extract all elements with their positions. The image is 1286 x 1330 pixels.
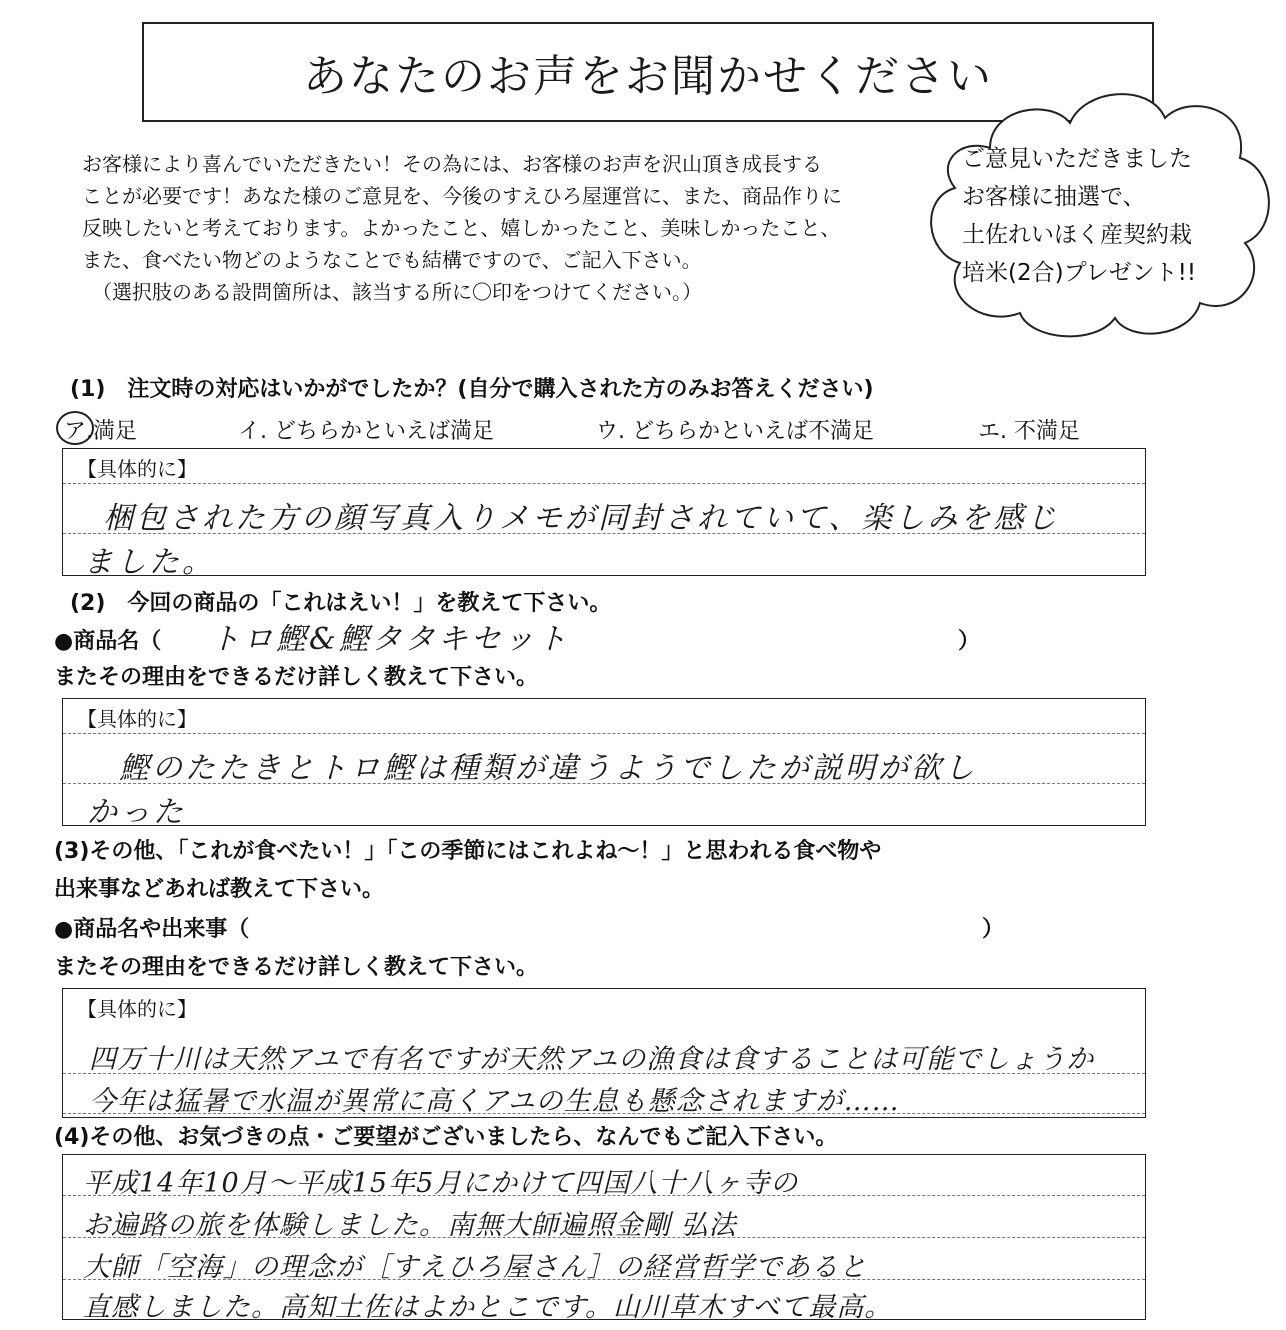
handwritten-answer-line: 四万十川は天然アユで有名ですが天然アユの漁食は食することは可能でしょうか — [89, 1044, 1095, 1075]
box-label: 【具体的に】 — [77, 457, 197, 481]
question-3-cont: 出来事などあれば教えて下さい。 — [54, 877, 385, 902]
handwritten-answer-line: 今年は猛暑で水温が異常に高くアユの生息も懸念されますが…… — [89, 1086, 900, 1117]
cloud-line: お客様に抽選で、 — [962, 184, 1146, 210]
cloud-text — [962, 140, 1262, 292]
intro-line: お客様により喜んでいただきたい！その為には、お客様のお声を沢山頂き成長する — [82, 152, 822, 176]
question-4: (4)その他、お気づきの点・ご要望がございましたら、なんでもご記入下さい。 — [54, 1125, 838, 1150]
reason-label: またその理由をできるだけ詳しく教えて下さい。 — [54, 955, 539, 980]
cloud-line: ご意見いただきました — [962, 146, 1192, 172]
intro-line: （選択肢のある設問箇所は、該当する所に〇印をつけてください。） — [92, 280, 702, 304]
choice-e[interactable]: エ. 不満足 — [978, 419, 1080, 444]
answer-box-3 — [62, 988, 1146, 1118]
choice-a[interactable]: ア.満足 — [64, 419, 137, 444]
product-name-value: トロ鰹&鰹タタキセット — [210, 622, 570, 657]
cloud-line: 土佐れいほく産契約栽 — [962, 222, 1192, 248]
product-name-suffix: ） — [958, 629, 981, 654]
box-label: 【具体的に】 — [77, 707, 197, 731]
handwritten-answer-line: 大師「空海」の理念が［すえひろ屋さん］の経営哲学であると — [83, 1252, 867, 1283]
choice-i[interactable]: イ. どちらかといえば満足 — [238, 419, 494, 444]
page-title: あなたのお声をお聞かせください — [303, 51, 993, 102]
box-label: 【具体的に】 — [77, 997, 197, 1021]
product-name-prefix: ●商品名（ — [54, 629, 162, 654]
answer-box-4 — [62, 1154, 1146, 1323]
handwritten-answer-line: 平成14年10月～平成15年5月にかけて四国八十八ヶ寺の — [83, 1168, 799, 1199]
choice-u[interactable]: ウ. どちらかといえば不満足 — [596, 419, 874, 444]
event-name-suffix: ） — [982, 917, 1005, 942]
intro-text — [82, 148, 932, 308]
handwritten-answer-line: 鰹のたたきとトロ鰹は種類が違うようでしたが説明が欲し — [119, 751, 977, 786]
handwritten-answer-line: 直感しました。高知土佐はよかとこです。山川草木すべて最高。 — [83, 1292, 893, 1323]
intro-line: 反映したいと考えております。よかったこと、嬉しかったこと、美味しかったこと、 — [82, 216, 841, 240]
intro-line: ことが必要です！あなた様のご意見を、今後のすえひろ屋運営に、また、商品作りに — [82, 184, 842, 208]
intro-line: また、食べたい物どのようなことでも結構ですので、ご記入下さい。 — [82, 248, 702, 272]
answer-box-1 — [62, 448, 1146, 580]
handwritten-answer-line: お遍路の旅を体験しました。南無大師遍照金剛 弘法 — [83, 1210, 737, 1241]
reason-label: またその理由をできるだけ詳しく教えて下さい。 — [54, 665, 539, 690]
question-1: (1) 注文時の対応はいかがでしたか？(自分で購入された方のみお答えください) — [70, 377, 874, 402]
question-3: (3)その他、「これが食べたい！」「この季節にはこれよね～！」と思われる食べ物や — [54, 839, 882, 864]
event-name-prefix: ●商品名や出来事（ — [54, 917, 250, 942]
handwritten-answer-line: 梱包された方の顔写真入りメモが同封されていて、楽しみを感じ — [103, 501, 1060, 536]
answer-box-2 — [62, 698, 1146, 830]
question-2: (2) 今回の商品の「これはえい！」を教えて下さい。 — [70, 591, 612, 616]
cloud-line: 培米(2合)プレゼント!! — [962, 260, 1197, 286]
handwritten-answer-line: ました。 — [83, 545, 215, 580]
handwritten-answer-line: かった — [87, 795, 186, 830]
